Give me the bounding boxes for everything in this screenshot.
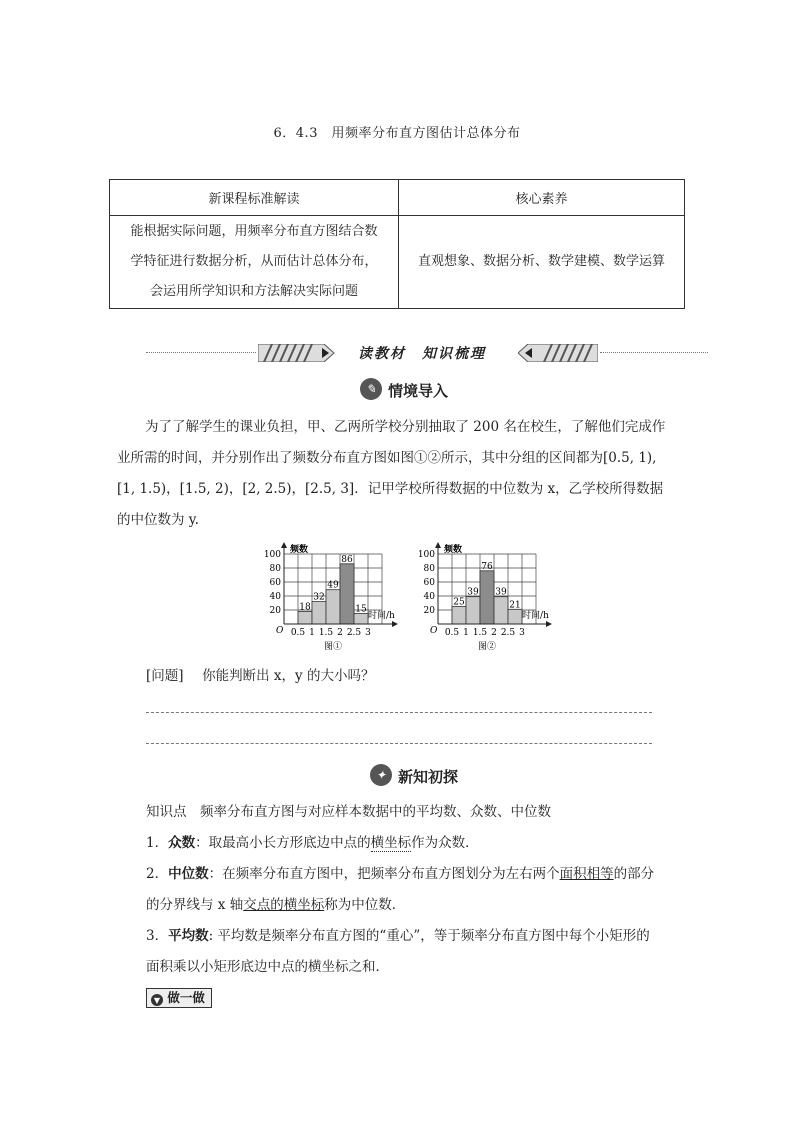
paragraph-line: 为了了解学生的课业负担，甲、乙两所学校分别抽取了 200 名在校生，了解他们完成作 (145, 419, 666, 435)
x-axis-label: 时间/h (522, 611, 549, 621)
y-tick-label: 60 (269, 578, 281, 588)
x-axis-arrow (546, 621, 552, 627)
x-axis-label: 时间/h (368, 611, 395, 621)
origin-label: O (430, 626, 438, 636)
answer-blank: 横坐标 (370, 835, 412, 851)
table-header-literacy: 核心素养 (399, 180, 685, 216)
banner-divider-left (146, 352, 256, 353)
x-tick-label: 2.5 (346, 628, 362, 638)
interpretation-line: 能根据实际问题，用频率分布直方图结合数 (130, 224, 378, 239)
bar-value-label: 39 (467, 587, 479, 598)
x-tick-label: 3 (365, 628, 371, 638)
chevron-down-icon: ▼ (151, 994, 163, 1006)
answer-line (146, 712, 652, 713)
question-tag: [问题] (146, 668, 184, 684)
y-axis-arrow (435, 542, 441, 548)
y-axis-label: 频数 (444, 545, 463, 555)
bar-value-label: 32 (313, 592, 325, 603)
mode-definition: 1．众数：取最高小长方形底边中点的横坐标作为众数． (146, 835, 479, 851)
y-tick-label: 80 (269, 564, 281, 574)
table-cell-literacy: 直观想象、数据分析、数学建模、数学运算 (399, 216, 685, 309)
y-tick-label: 100 (263, 550, 281, 560)
y-axis-label: 频数 (290, 545, 309, 555)
answer-blank: 面积相等 (559, 866, 614, 882)
bar-value-label: 39 (495, 587, 507, 598)
answer-line (146, 743, 652, 744)
knowledge-point-line: 知识点 频率分布直方图与对应样本数据中的平均数、众数、中位数 (146, 804, 551, 820)
interpretation-line: 会运用所学知识和方法解决实际问题 (149, 284, 358, 299)
x-tick-label: 1.5 (318, 628, 334, 638)
banner-stripes-right-icon (518, 344, 598, 362)
x-tick-label: 0.5 (290, 628, 306, 638)
question-line (146, 664, 374, 684)
table-cell-interpretation (110, 216, 399, 309)
histogram-bar (508, 609, 522, 624)
histogram-bar (340, 564, 354, 624)
y-tick-label: 100 (417, 550, 435, 560)
term-mode: 众数 (168, 835, 196, 851)
table-header-interpretation: 新课程标准解读 (110, 180, 399, 216)
scene-icon: ✎ (360, 378, 382, 400)
banner-label: 读教材 知识梳理 (358, 346, 486, 362)
y-axis-arrow (281, 542, 287, 548)
x-tick-label: 0.5 (444, 628, 460, 638)
x-tick-label: 1.5 (472, 628, 488, 638)
x-axis-arrow (392, 621, 398, 627)
term-mean: 平均数 (168, 928, 209, 944)
y-tick-label: 60 (423, 578, 435, 588)
histogram-figure-2 (412, 540, 562, 658)
try-it-button[interactable] (146, 988, 212, 1008)
histogram-bar (452, 607, 466, 625)
x-tick-label: 1 (309, 628, 315, 638)
histogram-bar (494, 597, 508, 624)
median-definition-cont: 的分界线与 x 轴交点的横坐标称为中位数． (146, 897, 406, 913)
answer-blank: 交点的横坐标 (243, 897, 325, 913)
curriculum-standard-table (109, 179, 685, 309)
section-heading-text: 情境导入 (388, 382, 449, 400)
page-title: 6．4.3 用频率分布直方图估计总体分布 (273, 126, 521, 141)
interpretation-line: 学特征进行数据分析，从而估计总体分布， (130, 254, 378, 269)
histogram-bar (354, 614, 368, 625)
histogram-figure-1 (258, 540, 408, 658)
mean-definition-cont: 面积乘以小矩形底边中点的横坐标之和． (146, 959, 389, 975)
histogram-bar (298, 611, 312, 624)
x-tick-label: 1 (463, 628, 469, 638)
y-tick-label: 80 (423, 564, 435, 574)
section-heading-explore (370, 764, 500, 788)
bar-value-label: 49 (327, 580, 339, 591)
question-text: 你能判断出 x，y 的大小吗？ (202, 668, 375, 684)
histogram-bar (312, 602, 326, 624)
y-tick-label: 40 (423, 592, 435, 602)
banner-stripes-left-icon (258, 344, 338, 362)
figure-caption: 图② (477, 642, 497, 652)
try-it-label: 做一做 (167, 990, 205, 1005)
histogram-bar (480, 571, 494, 624)
paragraph-line: [1, 1.5)，[1.5, 2)，[2, 2.5)，[2.5, 3]．记甲学校所得数据的中位数为 x，乙学校所得数据 (117, 481, 664, 497)
section-banner (146, 340, 708, 366)
section-heading-text: 新知初探 (398, 768, 459, 786)
bar-value-label: 21 (509, 600, 521, 611)
paragraph-line: 业所需的时间，并分别作出了频数分布直方图如图①②所示，其中分组的区间都为[0.5, 1), (117, 450, 657, 466)
scene-paragraph (117, 412, 679, 536)
bar-value-label: 15 (355, 604, 367, 615)
origin-label: O (276, 626, 284, 636)
explore-icon: ✦ (370, 764, 392, 786)
y-tick-label: 20 (269, 606, 281, 616)
x-tick-label: 3 (519, 628, 525, 638)
section-heading-scene (360, 378, 490, 402)
term-median: 中位数 (168, 866, 209, 882)
paragraph-line: 的中位数为 y. (117, 512, 199, 528)
x-tick-label: 2.5 (500, 628, 516, 638)
y-tick-label: 20 (423, 606, 435, 616)
histogram-bar (466, 597, 480, 624)
bar-value-label: 86 (341, 554, 353, 565)
x-tick-label: 2 (337, 628, 343, 638)
banner-divider-right (600, 352, 708, 353)
bar-value-label: 25 (453, 597, 465, 608)
y-tick-label: 40 (269, 592, 281, 602)
median-definition: 2．中位数：在频率分布直方图中，把频率分布直方图划分为左右两个面积相等的部分 (146, 866, 655, 882)
x-tick-label: 2 (491, 628, 497, 638)
bar-value-label: 76 (481, 561, 493, 572)
mean-definition: 3．平均数: 平均数是频率分布直方图的“重心”，等于频率分布直方图中每个小矩形的 (146, 928, 650, 944)
figure-caption: 图① (323, 642, 343, 652)
histogram-bar (326, 590, 340, 624)
bar-value-label: 18 (299, 602, 311, 613)
